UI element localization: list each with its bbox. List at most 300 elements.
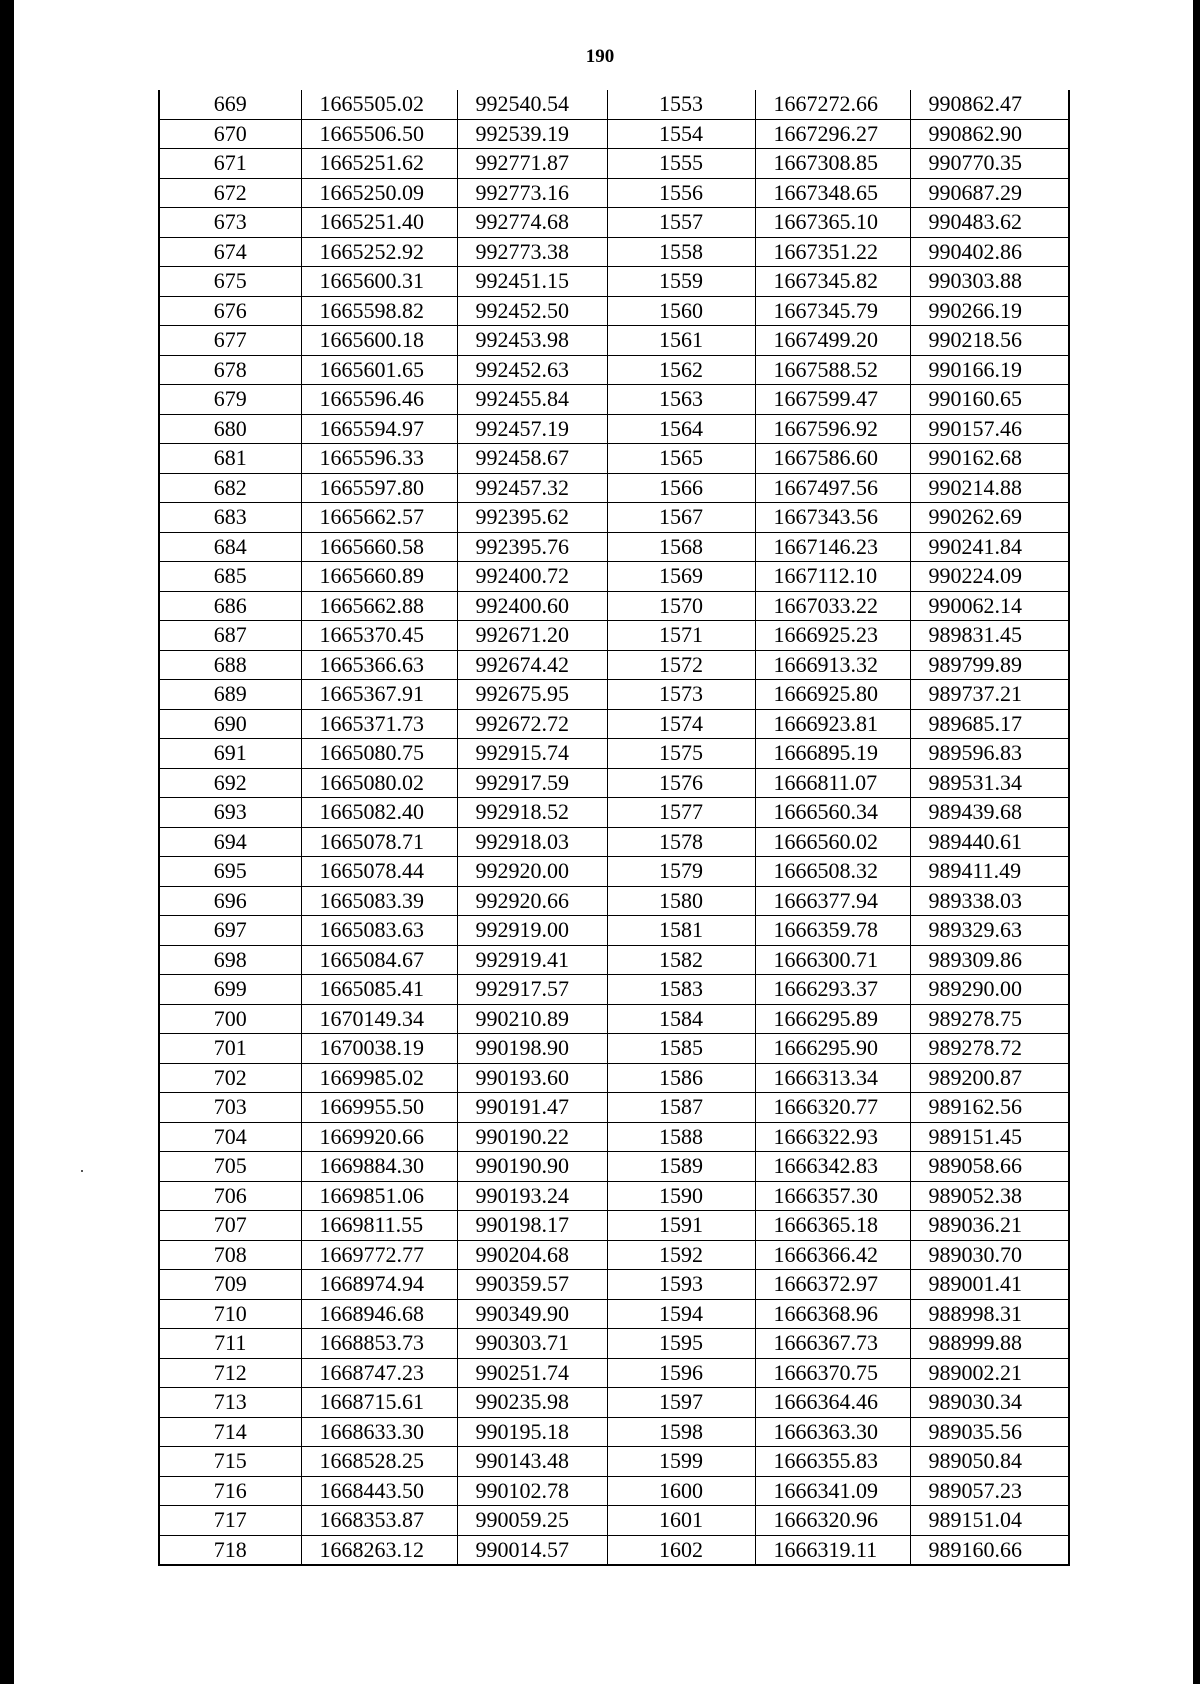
point-number-a-cell: 685 [159,562,301,592]
x-coordinate-a-cell: 1665252.92 [301,237,457,267]
x-coordinate-a-cell: 1668946.68 [301,1299,457,1329]
table-row [159,1447,1069,1477]
point-number-a-cell: 670 [159,119,301,149]
y-coordinate-a-cell: 992400.60 [457,591,607,621]
point-number-a-cell: 689 [159,680,301,710]
x-coordinate-a-cell: 1665082.40 [301,798,457,828]
x-coordinate-b-cell: 1666342.83 [755,1152,910,1182]
table-row [159,296,1069,326]
y-coordinate-b-cell: 989160.66 [910,1535,1069,1565]
x-coordinate-a-cell: 1669811.55 [301,1211,457,1241]
x-coordinate-b-cell: 1666320.96 [755,1506,910,1536]
table-row [159,1270,1069,1300]
y-coordinate-b-cell: 990770.35 [910,149,1069,179]
table-row [159,1181,1069,1211]
y-coordinate-b-cell: 990862.47 [910,90,1069,119]
point-number-b-cell: 1555 [607,149,755,179]
point-number-a-cell: 679 [159,385,301,415]
y-coordinate-a-cell: 992540.54 [457,90,607,119]
y-coordinate-b-cell: 990266.19 [910,296,1069,326]
y-coordinate-a-cell: 990210.89 [457,1004,607,1034]
x-coordinate-b-cell: 1667599.47 [755,385,910,415]
table-row [159,326,1069,356]
y-coordinate-a-cell: 990251.74 [457,1358,607,1388]
table-row [159,621,1069,651]
point-number-b-cell: 1565 [607,444,755,474]
x-coordinate-b-cell: 1666923.81 [755,709,910,739]
x-coordinate-a-cell: 1668443.50 [301,1476,457,1506]
x-coordinate-b-cell: 1666295.90 [755,1034,910,1064]
y-coordinate-b-cell: 989151.04 [910,1506,1069,1536]
table-row [159,1329,1069,1359]
x-coordinate-a-cell: 1665662.88 [301,591,457,621]
y-coordinate-b-cell: 989030.34 [910,1388,1069,1418]
point-number-a-cell: 677 [159,326,301,356]
y-coordinate-a-cell: 992920.00 [457,857,607,887]
x-coordinate-a-cell: 1665660.89 [301,562,457,592]
table-row [159,208,1069,238]
point-number-b-cell: 1566 [607,473,755,503]
point-number-a-cell: 681 [159,444,301,474]
point-number-b-cell: 1554 [607,119,755,149]
x-coordinate-b-cell: 1667586.60 [755,444,910,474]
point-number-b-cell: 1578 [607,827,755,857]
table-row [159,768,1069,798]
table-row [159,90,1069,119]
point-number-a-cell: 688 [159,650,301,680]
point-number-b-cell: 1595 [607,1329,755,1359]
point-number-a-cell: 707 [159,1211,301,1241]
y-coordinate-a-cell: 992771.87 [457,149,607,179]
point-number-b-cell: 1562 [607,355,755,385]
y-coordinate-b-cell: 990862.90 [910,119,1069,149]
point-number-a-cell: 712 [159,1358,301,1388]
x-coordinate-b-cell: 1667308.85 [755,149,910,179]
x-coordinate-a-cell: 1665596.33 [301,444,457,474]
point-number-a-cell: 711 [159,1329,301,1359]
x-coordinate-b-cell: 1667343.56 [755,503,910,533]
x-coordinate-a-cell: 1665662.57 [301,503,457,533]
point-number-b-cell: 1585 [607,1034,755,1064]
x-coordinate-b-cell: 1667499.20 [755,326,910,356]
point-number-a-cell: 692 [159,768,301,798]
point-number-b-cell: 1599 [607,1447,755,1477]
x-coordinate-a-cell: 1665370.45 [301,621,457,651]
table-row [159,1506,1069,1536]
point-number-b-cell: 1590 [607,1181,755,1211]
y-coordinate-b-cell: 989737.21 [910,680,1069,710]
y-coordinate-b-cell: 989309.86 [910,945,1069,975]
point-number-a-cell: 682 [159,473,301,503]
y-coordinate-a-cell: 992671.20 [457,621,607,651]
x-coordinate-a-cell: 1665080.02 [301,768,457,798]
x-coordinate-a-cell: 1665660.58 [301,532,457,562]
y-coordinate-a-cell: 992918.52 [457,798,607,828]
y-coordinate-a-cell: 992773.38 [457,237,607,267]
y-coordinate-b-cell: 989831.45 [910,621,1069,651]
x-coordinate-a-cell: 1665085.41 [301,975,457,1005]
x-coordinate-a-cell: 1670149.34 [301,1004,457,1034]
y-coordinate-b-cell: 989329.63 [910,916,1069,946]
y-coordinate-b-cell: 990303.88 [910,267,1069,297]
y-coordinate-b-cell: 990402.86 [910,237,1069,267]
x-coordinate-b-cell: 1667348.65 [755,178,910,208]
x-coordinate-b-cell: 1666295.89 [755,1004,910,1034]
table-row [159,1417,1069,1447]
table-row [159,1535,1069,1565]
y-coordinate-a-cell: 992455.84 [457,385,607,415]
y-coordinate-b-cell: 990218.56 [910,326,1069,356]
y-coordinate-b-cell: 989290.00 [910,975,1069,1005]
point-number-b-cell: 1589 [607,1152,755,1182]
x-coordinate-a-cell: 1669955.50 [301,1093,457,1123]
point-number-a-cell: 690 [159,709,301,739]
x-coordinate-b-cell: 1666508.32 [755,857,910,887]
table-row [159,591,1069,621]
table-row [159,503,1069,533]
point-number-b-cell: 1600 [607,1476,755,1506]
point-number-b-cell: 1571 [607,621,755,651]
point-number-b-cell: 1579 [607,857,755,887]
table-row [159,444,1069,474]
point-number-b-cell: 1596 [607,1358,755,1388]
scan-edge-left [0,0,14,1684]
x-coordinate-a-cell: 1669920.66 [301,1122,457,1152]
y-coordinate-a-cell: 990193.24 [457,1181,607,1211]
table-row [159,739,1069,769]
x-coordinate-a-cell: 1665251.62 [301,149,457,179]
table-row [159,1063,1069,1093]
x-coordinate-b-cell: 1667596.92 [755,414,910,444]
y-coordinate-b-cell: 989531.34 [910,768,1069,798]
y-coordinate-b-cell: 989411.49 [910,857,1069,887]
point-number-b-cell: 1563 [607,385,755,415]
table-row [159,1299,1069,1329]
y-coordinate-a-cell: 992458.67 [457,444,607,474]
point-number-a-cell: 691 [159,739,301,769]
x-coordinate-b-cell: 1666372.97 [755,1270,910,1300]
point-number-a-cell: 695 [159,857,301,887]
y-coordinate-a-cell: 990102.78 [457,1476,607,1506]
y-coordinate-b-cell: 989050.84 [910,1447,1069,1477]
y-coordinate-a-cell: 990198.17 [457,1211,607,1241]
table-row [159,1358,1069,1388]
table-row [159,562,1069,592]
y-coordinate-b-cell: 989278.75 [910,1004,1069,1034]
table-row [159,798,1069,828]
x-coordinate-b-cell: 1666560.02 [755,827,910,857]
table-row [159,886,1069,916]
y-coordinate-a-cell: 990349.90 [457,1299,607,1329]
y-coordinate-b-cell: 990214.88 [910,473,1069,503]
point-number-a-cell: 717 [159,1506,301,1536]
point-number-a-cell: 676 [159,296,301,326]
x-coordinate-a-cell: 1668853.73 [301,1329,457,1359]
coordinates-table [158,90,1070,1566]
point-number-a-cell: 675 [159,267,301,297]
y-coordinate-a-cell: 992918.03 [457,827,607,857]
table-row [159,857,1069,887]
point-number-a-cell: 683 [159,503,301,533]
y-coordinate-a-cell: 992917.57 [457,975,607,1005]
x-coordinate-a-cell: 1668633.30 [301,1417,457,1447]
x-coordinate-a-cell: 1665600.18 [301,326,457,356]
x-coordinate-b-cell: 1667146.23 [755,532,910,562]
y-coordinate-b-cell: 989151.45 [910,1122,1069,1152]
y-coordinate-a-cell: 990014.57 [457,1535,607,1565]
point-number-b-cell: 1556 [607,178,755,208]
x-coordinate-b-cell: 1666319.11 [755,1535,910,1565]
point-number-b-cell: 1564 [607,414,755,444]
table-row [159,975,1069,1005]
point-number-a-cell: 678 [159,355,301,385]
x-coordinate-a-cell: 1668974.94 [301,1270,457,1300]
x-coordinate-b-cell: 1666355.83 [755,1447,910,1477]
table-row [159,149,1069,179]
y-coordinate-b-cell: 990687.29 [910,178,1069,208]
x-coordinate-a-cell: 1669851.06 [301,1181,457,1211]
x-coordinate-b-cell: 1667345.82 [755,267,910,297]
x-coordinate-b-cell: 1667497.56 [755,473,910,503]
table-row [159,414,1069,444]
x-coordinate-a-cell: 1665251.40 [301,208,457,238]
point-number-b-cell: 1588 [607,1122,755,1152]
point-number-b-cell: 1576 [607,768,755,798]
table-row [159,680,1069,710]
point-number-b-cell: 1601 [607,1506,755,1536]
y-coordinate-b-cell: 990166.19 [910,355,1069,385]
y-coordinate-b-cell: 989685.17 [910,709,1069,739]
y-coordinate-b-cell: 989799.89 [910,650,1069,680]
y-coordinate-b-cell: 989058.66 [910,1152,1069,1182]
y-coordinate-a-cell: 990059.25 [457,1506,607,1536]
x-coordinate-b-cell: 1667296.27 [755,119,910,149]
table-row [159,916,1069,946]
point-number-b-cell: 1573 [607,680,755,710]
point-number-a-cell: 680 [159,414,301,444]
x-coordinate-b-cell: 1666322.93 [755,1122,910,1152]
x-coordinate-a-cell: 1665598.82 [301,296,457,326]
x-coordinate-a-cell: 1665080.75 [301,739,457,769]
point-number-b-cell: 1582 [607,945,755,975]
y-coordinate-a-cell: 992915.74 [457,739,607,769]
x-coordinate-a-cell: 1665594.97 [301,414,457,444]
x-coordinate-b-cell: 1667272.66 [755,90,910,119]
y-coordinate-b-cell: 990157.46 [910,414,1069,444]
point-number-a-cell: 706 [159,1181,301,1211]
x-coordinate-a-cell: 1665367.91 [301,680,457,710]
y-coordinate-b-cell: 990224.09 [910,562,1069,592]
point-number-a-cell: 672 [159,178,301,208]
point-number-b-cell: 1587 [607,1093,755,1123]
point-number-a-cell: 673 [159,208,301,238]
table-row [159,237,1069,267]
y-coordinate-a-cell: 992674.42 [457,650,607,680]
x-coordinate-a-cell: 1665505.02 [301,90,457,119]
point-number-a-cell: 694 [159,827,301,857]
y-coordinate-b-cell: 989162.56 [910,1093,1069,1123]
point-number-b-cell: 1602 [607,1535,755,1565]
y-coordinate-a-cell: 990190.90 [457,1152,607,1182]
x-coordinate-a-cell: 1665596.46 [301,385,457,415]
point-number-a-cell: 669 [159,90,301,119]
x-coordinate-a-cell: 1668353.87 [301,1506,457,1536]
x-coordinate-b-cell: 1666366.42 [755,1240,910,1270]
table-row [159,1034,1069,1064]
x-coordinate-b-cell: 1666300.71 [755,945,910,975]
x-coordinate-b-cell: 1666811.07 [755,768,910,798]
y-coordinate-a-cell: 992675.95 [457,680,607,710]
x-coordinate-a-cell: 1668715.61 [301,1388,457,1418]
y-coordinate-a-cell: 992452.50 [457,296,607,326]
point-number-b-cell: 1570 [607,591,755,621]
point-number-b-cell: 1553 [607,90,755,119]
table-row [159,355,1069,385]
point-number-b-cell: 1572 [607,650,755,680]
x-coordinate-b-cell: 1667351.22 [755,237,910,267]
x-coordinate-b-cell: 1667365.10 [755,208,910,238]
point-number-a-cell: 674 [159,237,301,267]
x-coordinate-b-cell: 1666359.78 [755,916,910,946]
y-coordinate-a-cell: 992451.15 [457,267,607,297]
y-coordinate-b-cell: 990262.69 [910,503,1069,533]
x-coordinate-a-cell: 1668528.25 [301,1447,457,1477]
point-number-b-cell: 1583 [607,975,755,1005]
y-coordinate-b-cell: 988998.31 [910,1299,1069,1329]
x-coordinate-a-cell: 1665078.71 [301,827,457,857]
y-coordinate-b-cell: 989001.41 [910,1270,1069,1300]
table-row [159,1152,1069,1182]
y-coordinate-a-cell: 990198.90 [457,1034,607,1064]
point-number-a-cell: 686 [159,591,301,621]
point-number-a-cell: 703 [159,1093,301,1123]
x-coordinate-b-cell: 1666368.96 [755,1299,910,1329]
point-number-b-cell: 1577 [607,798,755,828]
y-coordinate-b-cell: 989036.21 [910,1211,1069,1241]
y-coordinate-a-cell: 992539.19 [457,119,607,149]
x-coordinate-b-cell: 1667588.52 [755,355,910,385]
y-coordinate-b-cell: 989596.83 [910,739,1069,769]
y-coordinate-a-cell: 992457.19 [457,414,607,444]
x-coordinate-a-cell: 1665084.67 [301,945,457,975]
point-number-a-cell: 671 [159,149,301,179]
scan-edge-right [1193,0,1200,1684]
y-coordinate-a-cell: 992395.62 [457,503,607,533]
x-coordinate-b-cell: 1666377.94 [755,886,910,916]
y-coordinate-b-cell: 989278.72 [910,1034,1069,1064]
x-coordinate-b-cell: 1666370.75 [755,1358,910,1388]
point-number-b-cell: 1593 [607,1270,755,1300]
x-coordinate-b-cell: 1666365.18 [755,1211,910,1241]
x-coordinate-b-cell: 1666367.73 [755,1329,910,1359]
y-coordinate-a-cell: 990204.68 [457,1240,607,1270]
point-number-b-cell: 1581 [607,916,755,946]
y-coordinate-a-cell: 990143.48 [457,1447,607,1477]
point-number-b-cell: 1558 [607,237,755,267]
y-coordinate-b-cell: 989035.56 [910,1417,1069,1447]
y-coordinate-b-cell: 989030.70 [910,1240,1069,1270]
point-number-b-cell: 1591 [607,1211,755,1241]
x-coordinate-a-cell: 1665366.63 [301,650,457,680]
table-row [159,178,1069,208]
y-coordinate-a-cell: 990303.71 [457,1329,607,1359]
x-coordinate-b-cell: 1666293.37 [755,975,910,1005]
table-row [159,1093,1069,1123]
point-number-a-cell: 708 [159,1240,301,1270]
y-coordinate-a-cell: 990359.57 [457,1270,607,1300]
y-coordinate-b-cell: 990160.65 [910,385,1069,415]
table-row [159,532,1069,562]
table-row [159,119,1069,149]
table-row [159,650,1069,680]
point-number-b-cell: 1561 [607,326,755,356]
y-coordinate-a-cell: 992774.68 [457,208,607,238]
x-coordinate-a-cell: 1665083.39 [301,886,457,916]
point-number-a-cell: 702 [159,1063,301,1093]
y-coordinate-b-cell: 990483.62 [910,208,1069,238]
y-coordinate-a-cell: 992920.66 [457,886,607,916]
y-coordinate-a-cell: 992395.76 [457,532,607,562]
point-number-b-cell: 1575 [607,739,755,769]
y-coordinate-a-cell: 992773.16 [457,178,607,208]
point-number-a-cell: 693 [159,798,301,828]
y-coordinate-a-cell: 990191.47 [457,1093,607,1123]
y-coordinate-a-cell: 992452.63 [457,355,607,385]
table-row [159,1240,1069,1270]
table-row [159,945,1069,975]
x-coordinate-a-cell: 1670038.19 [301,1034,457,1064]
point-number-a-cell: 713 [159,1388,301,1418]
y-coordinate-b-cell: 989057.23 [910,1476,1069,1506]
point-number-a-cell: 715 [159,1447,301,1477]
point-number-a-cell: 684 [159,532,301,562]
x-coordinate-b-cell: 1666895.19 [755,739,910,769]
y-coordinate-b-cell: 989440.61 [910,827,1069,857]
point-number-b-cell: 1586 [607,1063,755,1093]
y-coordinate-b-cell: 989200.87 [910,1063,1069,1093]
x-coordinate-a-cell: 1668747.23 [301,1358,457,1388]
y-coordinate-a-cell: 992400.72 [457,562,607,592]
x-coordinate-b-cell: 1667112.10 [755,562,910,592]
x-coordinate-a-cell: 1669772.77 [301,1240,457,1270]
point-number-b-cell: 1568 [607,532,755,562]
x-coordinate-a-cell: 1665083.63 [301,916,457,946]
x-coordinate-b-cell: 1666925.23 [755,621,910,651]
x-coordinate-a-cell: 1665506.50 [301,119,457,149]
y-coordinate-b-cell: 990162.68 [910,444,1069,474]
y-coordinate-b-cell: 990062.14 [910,591,1069,621]
x-coordinate-b-cell: 1666560.34 [755,798,910,828]
table-row [159,473,1069,503]
x-coordinate-b-cell: 1667345.79 [755,296,910,326]
y-coordinate-a-cell: 990195.18 [457,1417,607,1447]
point-number-a-cell: 701 [159,1034,301,1064]
y-coordinate-a-cell: 992919.00 [457,916,607,946]
point-number-b-cell: 1597 [607,1388,755,1418]
table-row [159,1476,1069,1506]
y-coordinate-b-cell: 989002.21 [910,1358,1069,1388]
x-coordinate-a-cell: 1669884.30 [301,1152,457,1182]
coordinates-table-body [159,90,1069,1565]
point-number-b-cell: 1569 [607,562,755,592]
point-number-a-cell: 700 [159,1004,301,1034]
point-number-a-cell: 698 [159,945,301,975]
y-coordinate-a-cell: 992917.59 [457,768,607,798]
y-coordinate-a-cell: 992457.32 [457,473,607,503]
table-row [159,267,1069,297]
x-coordinate-b-cell: 1666364.46 [755,1388,910,1418]
x-coordinate-a-cell: 1665250.09 [301,178,457,208]
